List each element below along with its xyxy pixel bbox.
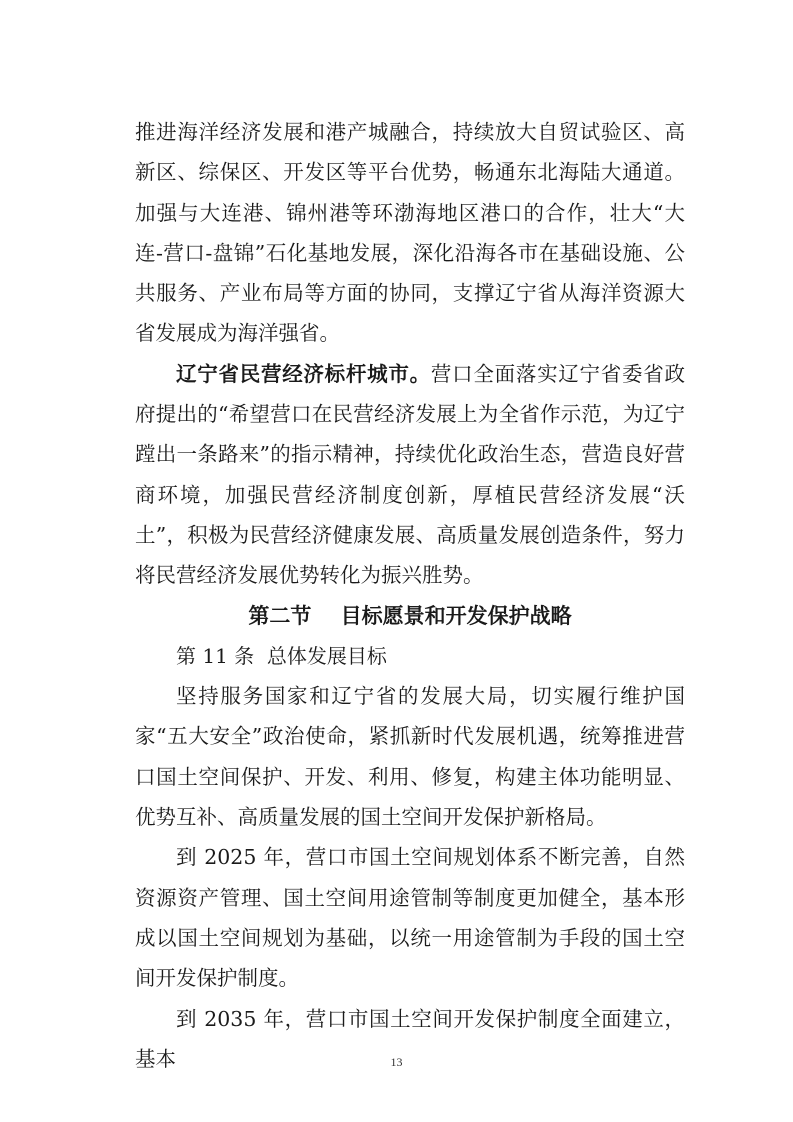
- paragraph-lead-bold: 辽宁省民营经济标杆城市。: [176, 361, 431, 386]
- paragraph-goal-2025: 到 2025 年，营口市国土空间规划体系不断完善，自然资源资产管理、国土空间用途管制等制度更加健全，基本形成以国土空间规划为基础，以统一用途管制为手段的国土空间开发保护制度。: [135, 845, 685, 991]
- paragraph-goal-2035: 到 2035 年，营口市国土空间开发保护制度全面建立，基本: [135, 1006, 685, 1071]
- paragraph-private-economy: [135, 354, 685, 596]
- body-text: [135, 112, 685, 1079]
- paragraph-marine-economy: [135, 112, 685, 354]
- paragraph-text: 推进海洋经济发展和港产城融合，持续放大自贸试验区、高新区、综保区、开发区等平台优势，畅通东北海陆大通道。加强与大连港、锦州港等环渤海地区港口的合作，壮大“大连-营口-盘锦”石化基地发展，深化沿海各市在基础设施、公共服务、产业布局等方面的协同，支撑辽宁省从海洋资源大省发展成为海洋强省。: [135, 120, 685, 346]
- paragraph-text: 营口全面落实辽宁省委省政府提出的“希望营口在民营经济发展上为全省作示范，为辽宁蹚出一条路来”的指示精神，持续优化政治生态，营造良好营商环境，加强民营经济制度创新，厚植民营经济发展“沃土”，积极为民营经济健康发展、高质量发展创造条件，努力将民营经济发展优势转化为振兴胜势。: [135, 361, 686, 588]
- section-heading: 第二节 目标愿景和开发保护战略: [248, 603, 572, 628]
- article-heading: 第 11 条 总体发展目标: [176, 643, 387, 668]
- paragraph-overall-goal: 坚持服务国家和辽宁省的发展大局，切实履行维护国家“五大安全”政治使命，紧抓新时代发展机遇，统筹推进营口国土空间保护、开发、利用、修复，构建主体功能明显、优势互补、高质量发展的国土空间开发保护新格局。: [135, 684, 685, 830]
- page-number: 13: [390, 1055, 403, 1069]
